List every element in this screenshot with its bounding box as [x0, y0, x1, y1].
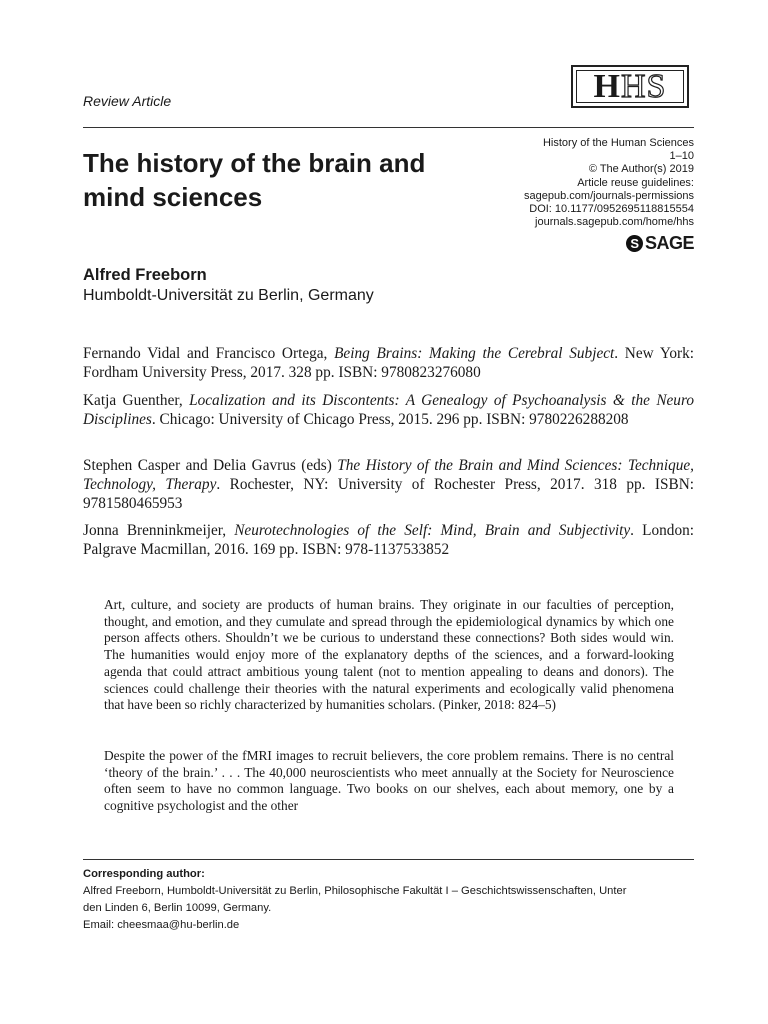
footnote-divider	[83, 859, 694, 860]
book-authors: Stephen Casper and Delia Gavrus (eds)	[83, 457, 338, 474]
reviewed-book	[83, 344, 694, 382]
book-authors: Katja Guenther,	[83, 392, 190, 409]
corresponding-author-note	[83, 866, 703, 934]
reuse-label: Article reuse guidelines:	[577, 176, 694, 189]
book-title: Being Brains: Making the Cerebral Subject	[334, 345, 615, 362]
reviewed-book	[83, 521, 694, 559]
book-title: Neurotechnologies of the Self: Mind, Brain and Subjectivity	[234, 522, 631, 539]
journal-link[interactable]: journals.sagepub.com/home/hhs	[535, 216, 694, 229]
book-details: . Rochester, NY: University of Rochester Press, 2017. 318 pp. ISBN: 9781580465953	[83, 476, 694, 512]
journal-logo-initial: H	[593, 67, 621, 105]
journal-name: History of the Human Sciences	[542, 137, 694, 149]
journal-logo	[571, 65, 689, 108]
footnote-address: den Linden 6, Berlin 10099, Germany.	[83, 902, 272, 914]
book-authors: Fernando Vidal and Francisco Ortega,	[83, 345, 335, 362]
header-divider	[83, 127, 694, 128]
journal-logo-rest: HS	[620, 67, 667, 105]
author-name: Alfred Freeborn	[83, 266, 207, 284]
publisher-logo	[626, 233, 694, 254]
epigraph-quote: Despite the power of the fMRI images to recruit believers, the core problem remains. There is no central ‘theory of the brain.’ . . . The 40,000 neuroscientists who meet annually at the Society for Neuroscience often seem to have no common language. Two books on our shelves, each about memory, one by a cognitive psychologist and the other	[104, 748, 674, 814]
epigraph-quote: Art, culture, and society are products of human brains. They originate in our faculties of perception, thought, and emotion, and they cumulate and spread through the epidemiological dynamics by which one person affects others. Shouldn’t we be curious to understand these connections? Both sides would win. The humanities would enjoy more of the explanatory depths of the sciences, and a forward-looking agenda that could attract ambitious young talent (not to mention appealing to deans and donors). The sciences could challenge their theories with the natural experiments and ecologically valid phenomena that have been so richly characterized by humanities scholars. (Pinker, 2018: 824–5)	[104, 597, 674, 713]
book-authors: Jonna Brenninkmeijer,	[83, 522, 235, 539]
footnote-label: Corresponding author:	[83, 868, 205, 880]
publisher-badge-icon: S	[626, 235, 643, 252]
page-range: 1–10	[669, 150, 694, 163]
book-details: . New York: Fordham University Press, 2017. 328 pp. ISBN: 9780823276080	[83, 345, 694, 381]
author-affiliation: Humboldt-Universität zu Berlin, Germany	[83, 287, 374, 304]
book-details: . Chicago: University of Chicago Press, 2015. 296 pp. ISBN: 9780226288208	[151, 411, 629, 428]
reuse-link[interactable]: sagepub.com/journals-permissions	[524, 189, 694, 202]
publisher-name: SAGE	[644, 233, 694, 253]
footnote-address: Alfred Freeborn, Humboldt-Universität zu Berlin, Philosophische Fakultät I – Geschichtswissenschaften, Unter	[83, 885, 627, 897]
book-title: The History of the Brain and Mind Sciences: Technique, Technology, Therapy	[83, 457, 694, 493]
article-type-label: Review Article	[83, 93, 172, 109]
book-details: . London: Palgrave Macmillan, 2016. 169 pp. ISBN: 978-1137533852	[83, 522, 694, 558]
footnote-email[interactable]: Email: cheesmaa@hu-berlin.de	[83, 919, 240, 931]
doi-link[interactable]: DOI: 10.1177/0952695118815554	[529, 203, 694, 216]
reviewed-book	[83, 391, 694, 429]
book-title: Localization and its Discontents: A Genealogy of Psychoanalysis & the Neuro Disciplines	[83, 392, 694, 428]
copyright-notice: © The Author(s) 2019	[588, 163, 694, 176]
reviewed-book	[83, 456, 694, 513]
article-title: The history of the brain and mind sciences	[83, 148, 426, 212]
journal-meta	[524, 137, 694, 229]
